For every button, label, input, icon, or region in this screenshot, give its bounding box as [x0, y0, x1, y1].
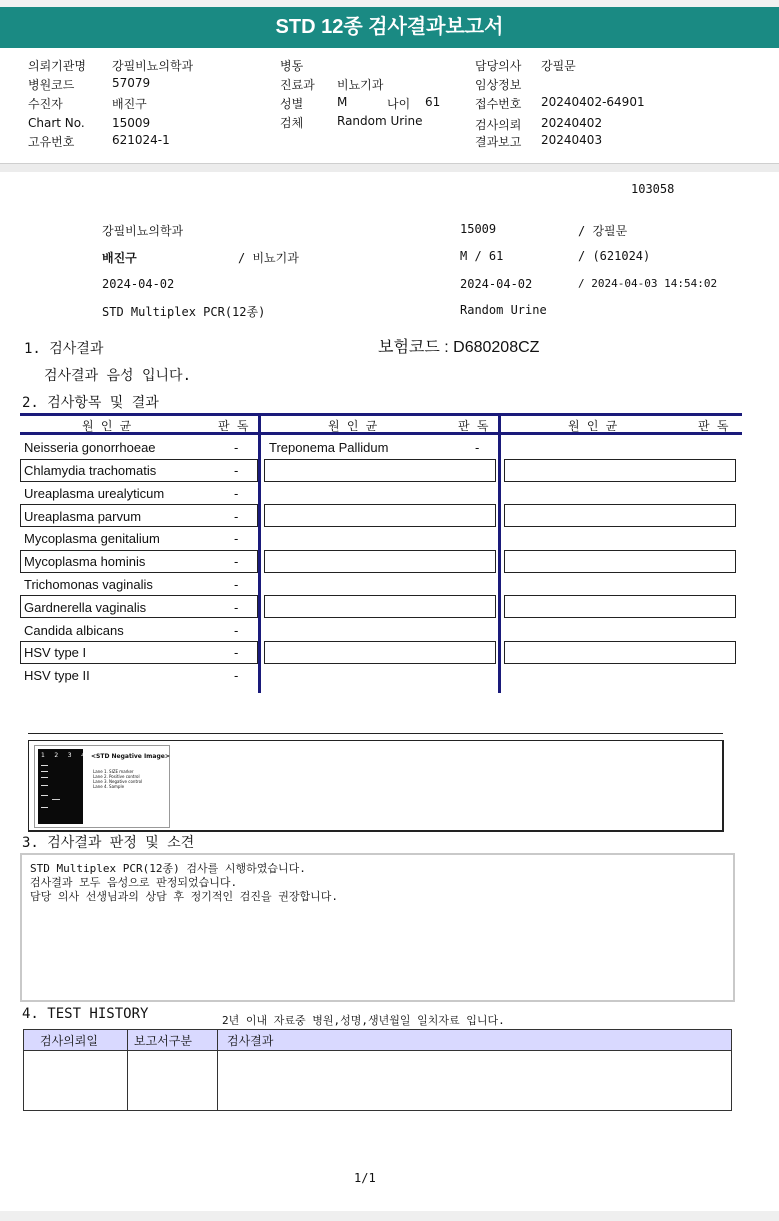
empty-cell	[504, 641, 736, 664]
value-receipt-no: 20240402-64901	[541, 95, 645, 109]
label-request-date: 검사의뢰	[475, 118, 522, 132]
pathogen-name: Candida albicans	[24, 623, 124, 638]
summary-patient: 배진구	[102, 251, 137, 265]
summary-sex-age: M / 61	[460, 249, 504, 263]
empty-cell	[264, 641, 496, 664]
pathogen-result: -	[234, 509, 239, 524]
pathogen-name: Gardnerella vaginalis	[24, 600, 147, 615]
pathogen-result: -	[234, 531, 239, 546]
pathogen-name: HSV type II	[24, 668, 90, 683]
pathogen-name: Mycoplasma hominis	[24, 554, 146, 569]
empty-cell	[264, 459, 496, 482]
pathogen-result: -	[234, 554, 239, 569]
col-header-result-1: 판 독	[218, 419, 249, 433]
value-hospital-code: 57079	[112, 76, 151, 90]
col-header-pathogen-3: 원 인 균	[568, 419, 618, 433]
section3-title: 3. 검사결과 판정 및 소견	[22, 835, 195, 851]
pathogen-result: -	[234, 623, 239, 638]
gel-lane-label: 1	[41, 752, 45, 759]
label-chart-no: Chart No.	[28, 116, 85, 130]
gel-legend-item: Lane 3. Negative control	[93, 779, 143, 784]
pathogen-result: -	[475, 440, 480, 455]
gel-band	[41, 771, 48, 772]
history-col-result: 검사결과	[227, 1034, 274, 1048]
col-header-pathogen-1: 원 인 균	[82, 419, 132, 433]
pathogen-result: -	[234, 486, 239, 501]
gel-band	[41, 807, 48, 808]
pathogen-name: Chlamydia trachomatis	[24, 463, 157, 478]
value-sex: M	[337, 95, 348, 109]
summary-unique: / (621024)	[578, 249, 651, 263]
pathogen-name: Neisseria gonorrhoeae	[24, 440, 156, 455]
label-hospital: 의뢰기관명	[28, 59, 86, 73]
empty-cell	[264, 504, 496, 527]
label-sex: 성별	[280, 97, 304, 111]
gel-legend-item: Lane 2. Positive control	[93, 774, 140, 779]
gel-legend-item: Lane 1. SIZE marker	[93, 769, 134, 774]
summary-date-1: 2024-04-02	[102, 277, 175, 291]
value-age: 61	[425, 95, 441, 109]
pathogen-result: -	[234, 463, 239, 478]
value-report-date: 20240403	[541, 133, 603, 147]
table-top-rule	[20, 413, 742, 416]
label-report-date: 결과보고	[475, 135, 522, 149]
summary-chart-no: 15009	[460, 222, 497, 236]
pathogen-name: Treponema Pallidum	[269, 440, 389, 455]
gel-band	[41, 777, 48, 778]
label-doctor: 담당의사	[475, 59, 522, 73]
gel-band	[41, 765, 48, 766]
gel-lane-label: 4	[81, 752, 85, 759]
report-title: STD 12종 검사결과보고서	[0, 7, 779, 48]
insurance-code: 보험코드 : D680208CZ	[378, 339, 540, 356]
pathogen-name: Mycoplasma genitalium	[24, 531, 160, 546]
gel-band	[52, 799, 60, 800]
table-divider-2	[498, 413, 501, 693]
label-specimen: 검체	[280, 116, 304, 130]
label-hospital-code: 병원코드	[28, 78, 75, 92]
section1-title: 1. 검사결과	[24, 341, 104, 357]
pathogen-result: -	[234, 645, 239, 660]
gel-image	[38, 749, 83, 824]
gel-lane-label: 2	[54, 752, 59, 759]
label-patient: 수진자	[28, 97, 63, 111]
pathogen-result: -	[234, 600, 239, 615]
history-col-divider	[127, 1029, 128, 1111]
history-body	[23, 1049, 732, 1111]
summary-specimen: Random Urine	[460, 303, 547, 317]
summary-hospital: 강필비뇨의학과	[102, 224, 184, 238]
gel-title: <STD Negative Image>	[91, 753, 170, 760]
pathogen-result: -	[234, 440, 239, 455]
label-age: 나이	[387, 97, 411, 111]
comment-line: 검사결과 모두 음성으로 판정되었습니다.	[30, 876, 238, 889]
summary-test-name: STD Multiplex PCR(12종)	[102, 305, 266, 319]
summary-date-2: 2024-04-02	[460, 277, 533, 291]
empty-cell	[264, 550, 496, 573]
top-margin	[0, 0, 779, 7]
value-unique-no: 621024-1	[112, 133, 170, 147]
label-department: 진료과	[280, 78, 315, 92]
comment-line: STD Multiplex PCR(12종) 검사를 시행하였습니다.	[30, 862, 306, 875]
pathogen-name: Trichomonas vaginalis	[24, 577, 153, 592]
history-col-divider	[217, 1029, 218, 1111]
gel-top-rule	[28, 733, 723, 734]
comment-line: 담당 의사 선생님과의 상담 후 정기적인 검진을 권장합니다.	[30, 890, 339, 903]
col-header-pathogen-2: 원 인 균	[328, 419, 378, 433]
result-summary-text: 검사결과 음성 입니다.	[44, 368, 192, 384]
table-divider-1	[258, 413, 261, 693]
gel-legend-item: Lane 4. Sample	[93, 784, 125, 789]
pathogen-name: HSV type I	[24, 645, 87, 660]
history-header-row	[23, 1029, 732, 1051]
history-col-request-date: 검사의뢰일	[40, 1034, 98, 1048]
gel-legend	[93, 769, 142, 789]
label-unique-no: 고유번호	[28, 135, 75, 149]
empty-cell	[504, 459, 736, 482]
section4-title: 4. TEST HISTORY	[22, 1006, 149, 1022]
gel-band	[41, 795, 48, 796]
gel-band	[41, 785, 48, 786]
col-header-result-3: 판 독	[698, 419, 729, 433]
page-number: 1/1	[354, 1171, 376, 1185]
label-receipt-no: 접수번호	[475, 97, 522, 111]
label-ward: 병동	[280, 59, 304, 73]
gel-image-panel	[34, 745, 170, 828]
history-col-report-type: 보고서구분	[134, 1034, 192, 1048]
summary-datetime: / 2024-04-03 14:54:02	[578, 277, 718, 290]
history-note: 2년 이내 자료중 병원,성명,생년월일 일치자료 입니다.	[222, 1014, 505, 1027]
gel-lane-numbers	[41, 752, 85, 759]
col-header-result-2: 판 독	[458, 419, 489, 433]
gel-lane-label: 3	[67, 752, 72, 759]
value-request-date: 20240402	[541, 116, 603, 130]
value-department: 비뇨기과	[337, 78, 384, 92]
bottom-margin	[0, 1211, 779, 1221]
value-doctor: 강필문	[541, 59, 576, 73]
value-specimen: Random Urine	[337, 114, 423, 128]
value-hospital: 강필비뇨의학과	[112, 59, 194, 73]
pathogen-name: Ureaplasma urealyticum	[24, 486, 165, 501]
empty-cell	[504, 504, 736, 527]
pathogen-result: -	[234, 668, 239, 683]
value-chart-no: 15009	[112, 116, 151, 130]
document-id: 103058	[631, 182, 675, 196]
pathogen-name: Ureaplasma parvum	[24, 509, 142, 524]
empty-cell	[264, 595, 496, 618]
label-clinical-info: 임상정보	[475, 78, 522, 92]
section2-title: 2. 검사항목 및 결과	[22, 395, 159, 411]
comment-box	[20, 853, 735, 1002]
header-separator	[0, 163, 779, 172]
summary-doctor: / 강필문	[578, 224, 628, 238]
value-patient: 배진구	[112, 97, 147, 111]
pathogen-result: -	[234, 577, 239, 592]
empty-cell	[504, 595, 736, 618]
empty-cell	[504, 550, 736, 573]
summary-department: / 비뇨기과	[238, 251, 299, 265]
